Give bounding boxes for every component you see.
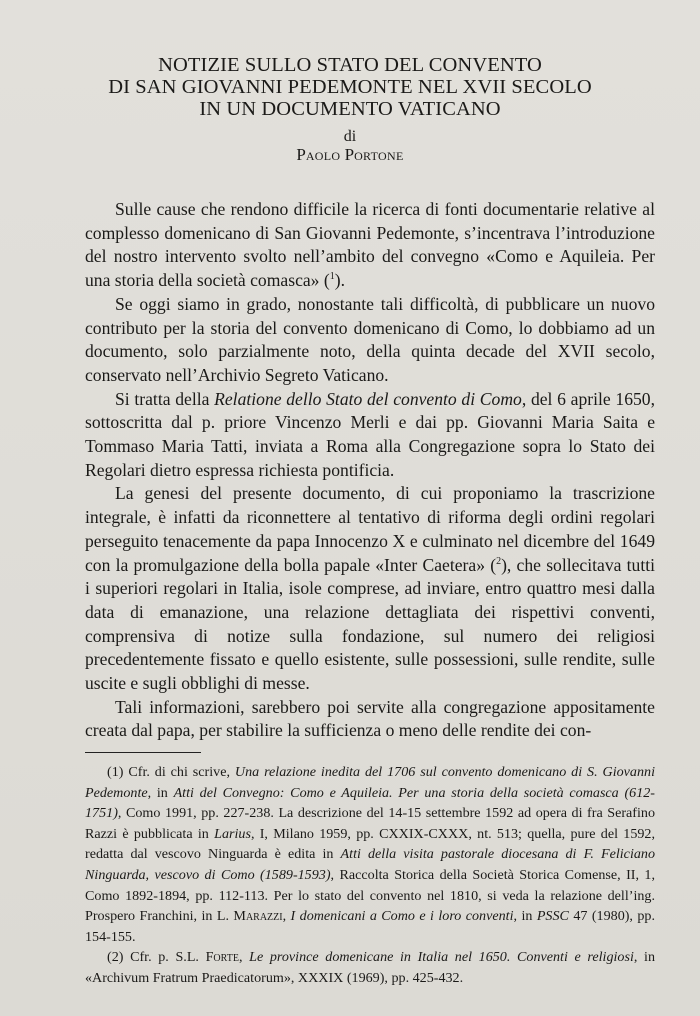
title-line: NOTIZIE SULLO STATO DEL CONVENTO — [158, 54, 542, 76]
title-line: IN UN DOCUMENTO VATICANO — [199, 98, 501, 120]
text-run: ). — [334, 270, 346, 291]
text-run: , Raccolta Storica della Società Storica Comense, II, 1, Como 1892-1894, pp. 112-113. Per lo stato del convento nel 1810, si veda la relazione dell’ing. Prospero Franchini, in L. — [85, 866, 655, 925]
text-run: , in «Archivum Fratrum Praedicatorum», XXXIX (1969), pp. 425-432. — [85, 949, 656, 986]
text-run: , — [238, 949, 250, 966]
text-run: 47 (1980), pp. 154-155. — [85, 908, 655, 945]
author-surname: Marazzi — [233, 908, 283, 925]
article-title — [0, 54, 700, 120]
citation-title: Atti del Convegno: Como e Aquileia. Per una storia della società comasca (612-1751) — [85, 784, 655, 822]
text-run: , in — [513, 908, 537, 925]
text-run: , in — [147, 784, 174, 801]
author-surname: Forte — [205, 949, 239, 966]
title-line: DI SAN GIOVANNI PEDEMONTE NEL XVII SECOLO — [108, 76, 592, 98]
paragraph: Tali informazioni, sarebbero poi servite alla congregazione appositamente creata dal papa, per stabilire la sufficienza o meno delle rendite dei con- — [85, 696, 655, 741]
footnote-rule — [85, 752, 201, 753]
text-run: ), che sollecitava tutti i superiori regolari in Italia, isole comprese, ad inviare, entro quattro mesi dalla data di emanazione, una relazione dettagliata dei rispettivi conventi, comprensiva di notize sulla fondazione, sul numero dei religiosi precedentemente fissato e quello esistente, sulle possessioni, sulle rendite, sulle uscite e sugli obblighi di messe. — [85, 554, 655, 694]
text-run: , Como 1991, pp. 227-238. La descrizione del 14-15 settembre 1592 ad opera di fra Serafino Razzi è pubblicata in — [85, 805, 655, 842]
author-initial: P — [296, 145, 306, 164]
byline: di — [343, 128, 357, 145]
author-name-part: aolo — [305, 145, 341, 164]
text-run: La genesi del presente documento, di cui proponiamo la trascrizione integrale, è infatti da riconnettere al tentativo di riforma degli ordini regolari perseguito tenacemente da papa Innocenzo X e culminato nel dicembre del 1649 con la promulgazione della bolla papale «Inter Caetera» ( — [85, 483, 655, 575]
author-initial: P — [344, 145, 355, 164]
paragraph — [85, 198, 655, 293]
text-run: (2) Cfr. p. S.L. — [107, 949, 206, 966]
text-run: (1) Cfr. di chi scrive, — [107, 764, 235, 780]
body-text — [85, 198, 655, 743]
footnote-ref: 1 — [329, 271, 335, 283]
citation-title: PSSC — [536, 908, 569, 925]
text-run: Sulle cause che rendono difficile la ricerca di fonti documentarie relative al complesso domenicano di San Giovanni Pedemonte, s’incentrava l’introduzione del nostro intervento svolto nell’ambito del convegno «Como e Aquileia. Per una storia della società comasca» ( — [85, 199, 655, 291]
paragraph — [85, 388, 655, 483]
text-run: , — [282, 908, 291, 925]
footnotes — [85, 762, 655, 989]
paragraph — [85, 482, 655, 695]
author-name-part: ortone — [354, 145, 404, 164]
citation-title: I domenicani a Como e i loro conventi — [290, 908, 514, 925]
citation-title: Le province domenicane in Italia nel 1650. Conventi e religiosi — [249, 949, 634, 966]
text-run: Si tratta della — [115, 388, 215, 409]
footnote — [85, 762, 655, 947]
paragraph: Se oggi siamo in grado, nonostante tali difficoltà, di pubblicare un nuovo contributo per la storia del convento domenicano di Como, lo dobbiamo ad un documento, solo parzialmente noto, della quinta decade del XVII secolo, conservato nell’Archivio Segreto Vaticano. — [85, 293, 655, 385]
citation-title: Larius — [214, 825, 251, 842]
document-title-italic: Relatione dello Stato del convento di Como — [214, 388, 522, 409]
citation-title: Atti della visita pastorale diocesana di F. Feliciano Ninguarda, vescovo di Como (1589-1593) — [85, 846, 655, 883]
footnote — [85, 947, 655, 988]
footnote-ref: 2 — [496, 555, 502, 567]
text-run: , del 6 aprile 1650, sottoscritta dal p. priore Vincenzo Merli e dai pp. Giovanni Maria Saita e Tommaso Maria Tatti, inviata a Roma alla Congregazione sopra lo Stato dei Regolari dietro espressa richiesta pontificia. — [85, 388, 655, 480]
author-name — [0, 145, 700, 165]
text-run: , I, Milano 1959, pp. CXXIX-CXXX, nt. 513; quella, pure del 1592, redatta dal vescovo Ninguarda è edita in — [85, 825, 655, 863]
citation-title: Una relazione inedita del 1706 sul convento domenicano di S. Giovanni Pedemonte — [85, 764, 655, 801]
